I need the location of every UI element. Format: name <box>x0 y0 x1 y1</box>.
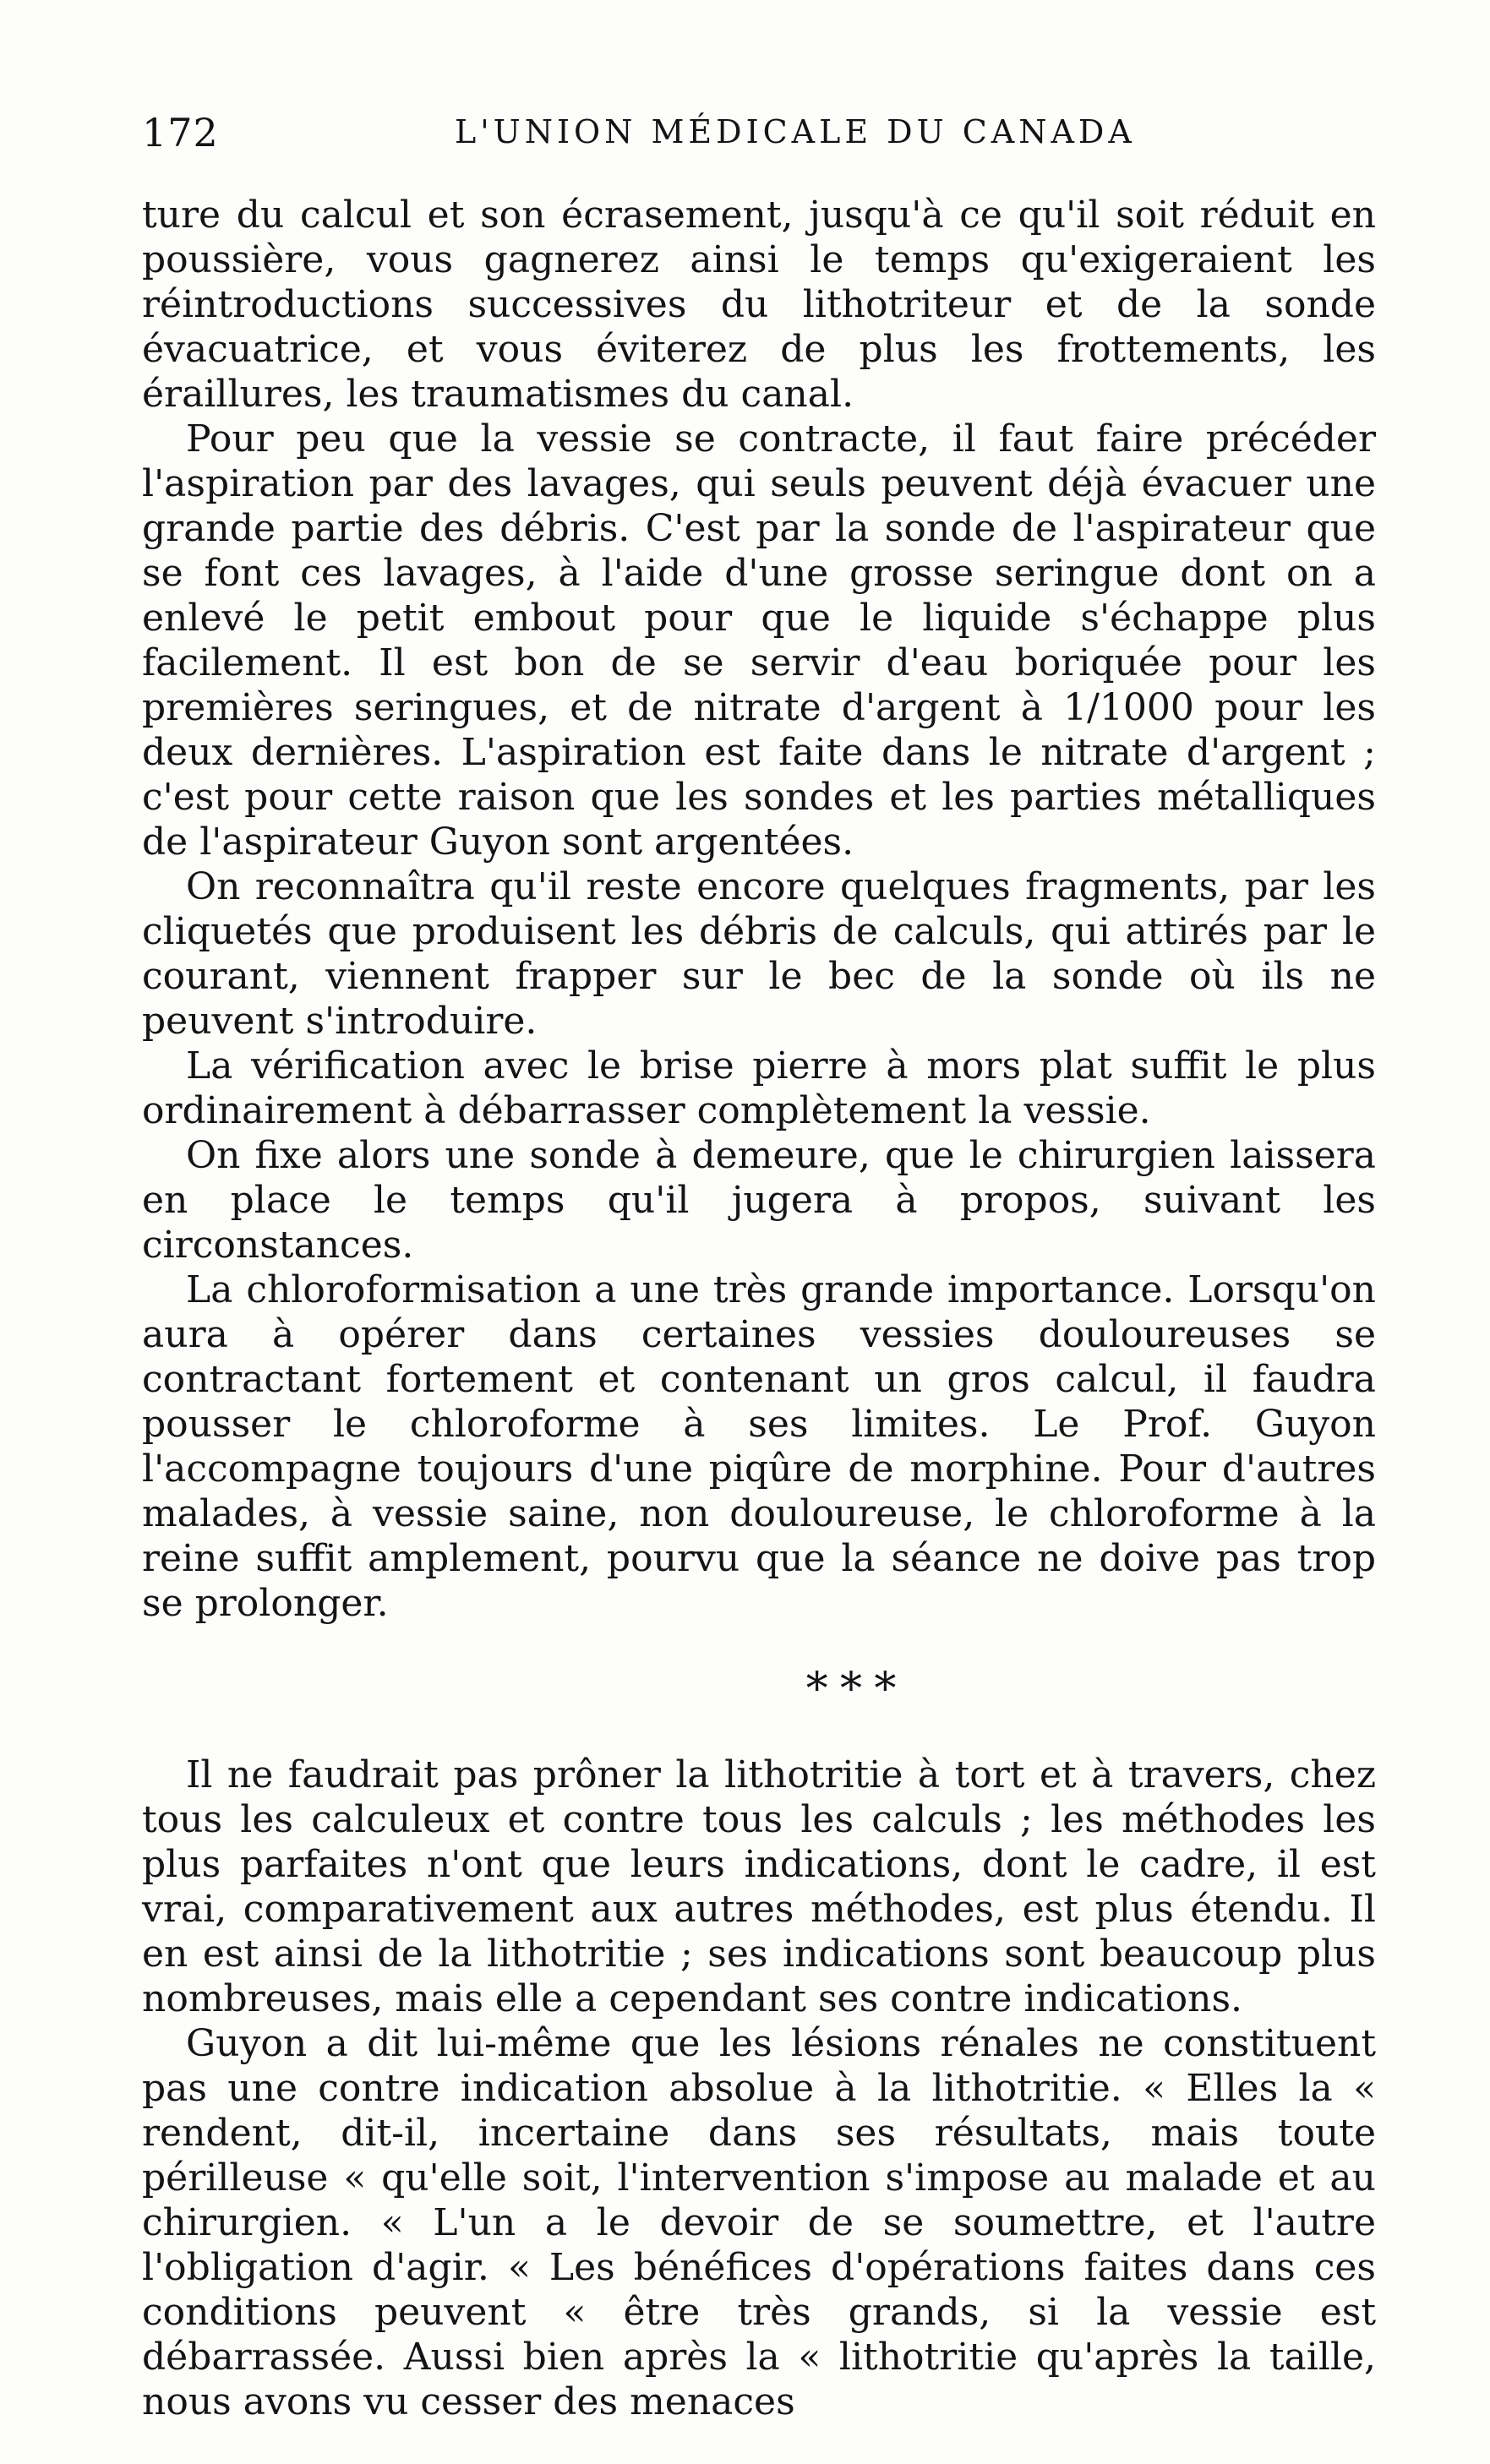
page-number: 172 <box>142 110 219 155</box>
body-text <box>142 193 1376 2424</box>
paragraph: On reconnaîtra qu'il reste encore quelques fragments, par les cliquetés que produisent les débris de calculs, qui attirés par le courant, viennent frapper sur le bec de la sonde où ils ne peuvent s'introduire. <box>142 865 1376 1043</box>
paragraph: La vérification avec le brise pierre à mors plat suffit le plus ordinairement à débarrasser complètement la vessie. <box>142 1044 1376 1132</box>
section-separator-asterism: * * * <box>805 1664 898 1714</box>
paragraph: Guyon a dit lui-même que les lésions rénales ne constituent pas une contre indication absolue à la lithotritie. « Elles la « rendent, dit-il, incertaine dans ses résultats, mais toute périlleuse « qu'elle soit, l'intervention s'impose au malade et au chirurgien. « L'un a le devoir de se soumettre, et l'autre l'obligation d'agir. « Les bénéfices d'opérations faites dans ces conditions peuvent « être très grands, si la vessie est débarrassée. Aussi bien après la « lithotritie qu'après la taille, nous avons vu cesser des menaces <box>142 2022 1376 2423</box>
paragraph: On fixe alors une sonde à demeure, que le chirurgien laissera en place le temps qu'il jugera à propos, suivant les circonstances. <box>142 1134 1376 1267</box>
paragraph: La chloroformisation a une très grande importance. Lorsqu'on aura à opérer dans certaines vessies douloureuses se contractant fortement et contenant un gros calcul, il faudra pousser le chloroforme à ses limites. Le Prof. Guyon l'accompagne toujours d'une piqûre de morphine. Pour d'autres malades, à vessie saine, non douloureuse, le chloroforme à la reine suffit amplement, pourvu que la séance ne doive pas trop se prolonger. <box>142 1268 1376 1625</box>
running-head <box>142 101 1367 161</box>
journal-title: L'UNION MÉDICALE DU CANADA <box>455 113 1136 150</box>
paragraph: ture du calcul et son écrasement, jusqu'à ce qu'il soit réduit en poussière, vous gagnerez ainsi le temps qu'exigeraient les réintroductions successives du lithotriteur et de la sonde évacuatrice, et vous éviterez de plus les frottements, les éraillures, les traumatismes du canal. <box>142 194 1376 416</box>
paragraph: Pour peu que la vessie se contracte, il faut faire précéder l'aspiration par des lavages, qui seuls peuvent déjà évacuer une grande partie des débris. C'est par la sonde de l'aspirateur que se font ces lavages, à l'aide d'une grosse seringue dont on a enlevé le petit embout pour que le liquide s'échappe plus facilement. Il est bon de se servir d'eau boriquée pour les premières seringues, et de nitrate d'argent à 1/1000 pour les deux dernières. L'aspiration est faite dans le nitrate d'argent ; c'est pour cette raison que les sondes et les parties métalliques de l'aspirateur Guyon sont argentées. <box>142 417 1376 864</box>
paragraph: Il ne faudrait pas prôner la lithotritie à tort et à travers, chez tous les calculeux et contre tous les calculs ; les méthodes les plus parfaites n'ont que leurs indications, dont le cadre, il est vrai, comparativement aux autres méthodes, est plus étendu. Il en est ainsi de la lithotritie ; ses indications sont beaucoup plus nombreuses, mais elle a cependant ses contre indications. <box>142 1753 1376 2020</box>
